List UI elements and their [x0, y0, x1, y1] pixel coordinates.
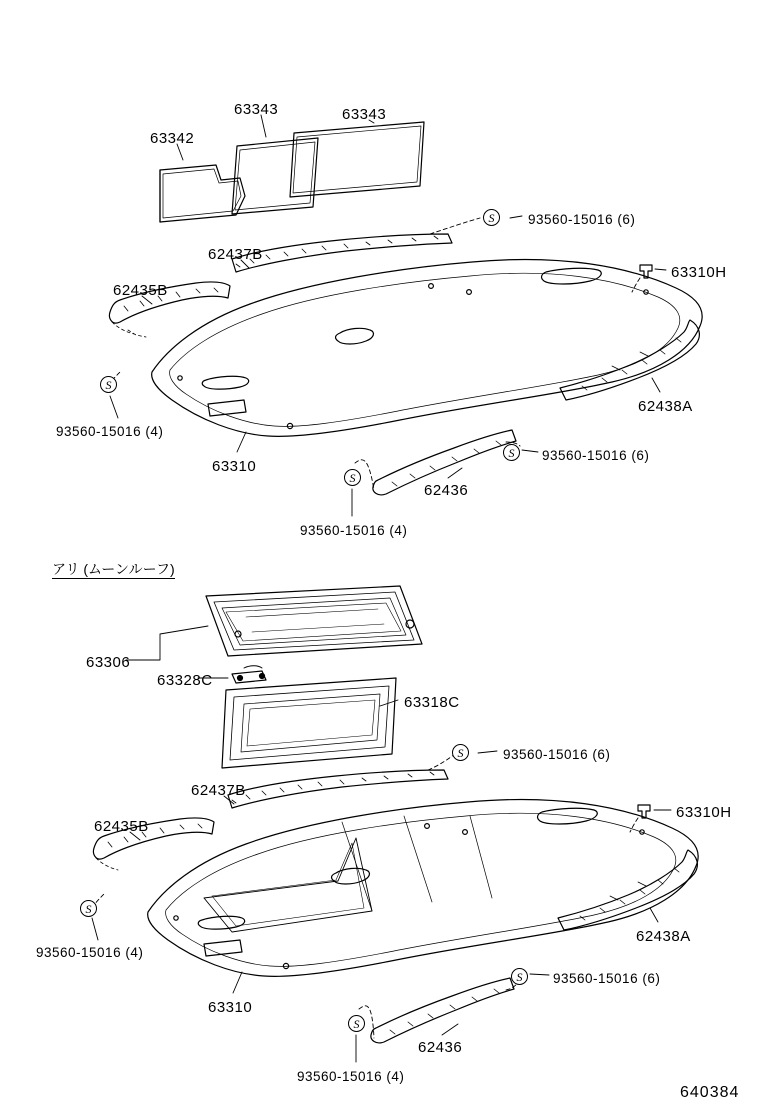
bolt-label-93560-15016-4-bottom-bottom: 93560-15016 (4)	[297, 1069, 405, 1084]
bolt-label-93560-15016-4-left-top: 93560-15016 (4)	[56, 424, 164, 439]
part-label-63310-bottom: 63310	[208, 999, 253, 1016]
part-label-63318c: 63318C	[404, 694, 460, 711]
part-label-62436-top: 62436	[424, 482, 469, 499]
figure-number: 640384	[680, 1084, 740, 1101]
s-marker-top-3: S	[503, 444, 520, 461]
bolt-label-93560-15016-4-bottom-top: 93560-15016 (4)	[300, 523, 408, 538]
s-marker-top-1: S	[483, 209, 500, 226]
bolt-label-93560-15016-6-right-bottom: 93560-15016 (6)	[553, 971, 661, 986]
part-label-62435b-bottom: 62435B	[94, 818, 149, 835]
part-label-62437b-top: 62437B	[208, 246, 263, 263]
s-marker-bottom-3: S	[511, 968, 528, 985]
part-label-62438a-top: 62438A	[638, 398, 693, 415]
bolt-label-93560-15016-6-top-bottom: 93560-15016 (6)	[503, 747, 611, 762]
section-heading-moonroof: アリ (ムーンルーフ)	[52, 561, 175, 577]
part-label-63328c: 63328C	[157, 672, 213, 689]
bolt-label-93560-15016-6-top: 93560-15016 (6)	[528, 212, 636, 227]
s-marker-top-2: S	[100, 376, 117, 393]
part-label-62437b-bottom: 62437B	[191, 782, 246, 799]
part-label-62438a-bottom: 62438A	[636, 928, 691, 945]
bolt-label-93560-15016-4-left-bottom: 93560-15016 (4)	[36, 945, 144, 960]
part-label-63306: 63306	[86, 654, 131, 671]
part-label-62436-bottom: 62436	[418, 1039, 463, 1056]
part-label-63342: 63342	[150, 130, 195, 147]
part-label-63343-right: 63343	[342, 106, 387, 123]
part-label-63310h-top: 63310H	[671, 264, 727, 281]
s-marker-bottom-4: S	[348, 1015, 365, 1032]
part-label-62435b-top: 62435B	[113, 282, 168, 299]
s-marker-top-4: S	[344, 469, 361, 486]
part-label-63310h-bottom: 63310H	[676, 804, 732, 821]
bolt-label-93560-15016-6-right-top: 93560-15016 (6)	[542, 448, 650, 463]
s-marker-bottom-2: S	[80, 900, 97, 917]
part-label-63310-top: 63310	[212, 458, 257, 475]
part-label-63343-left: 63343	[234, 101, 279, 118]
s-marker-bottom-1: S	[452, 744, 469, 761]
